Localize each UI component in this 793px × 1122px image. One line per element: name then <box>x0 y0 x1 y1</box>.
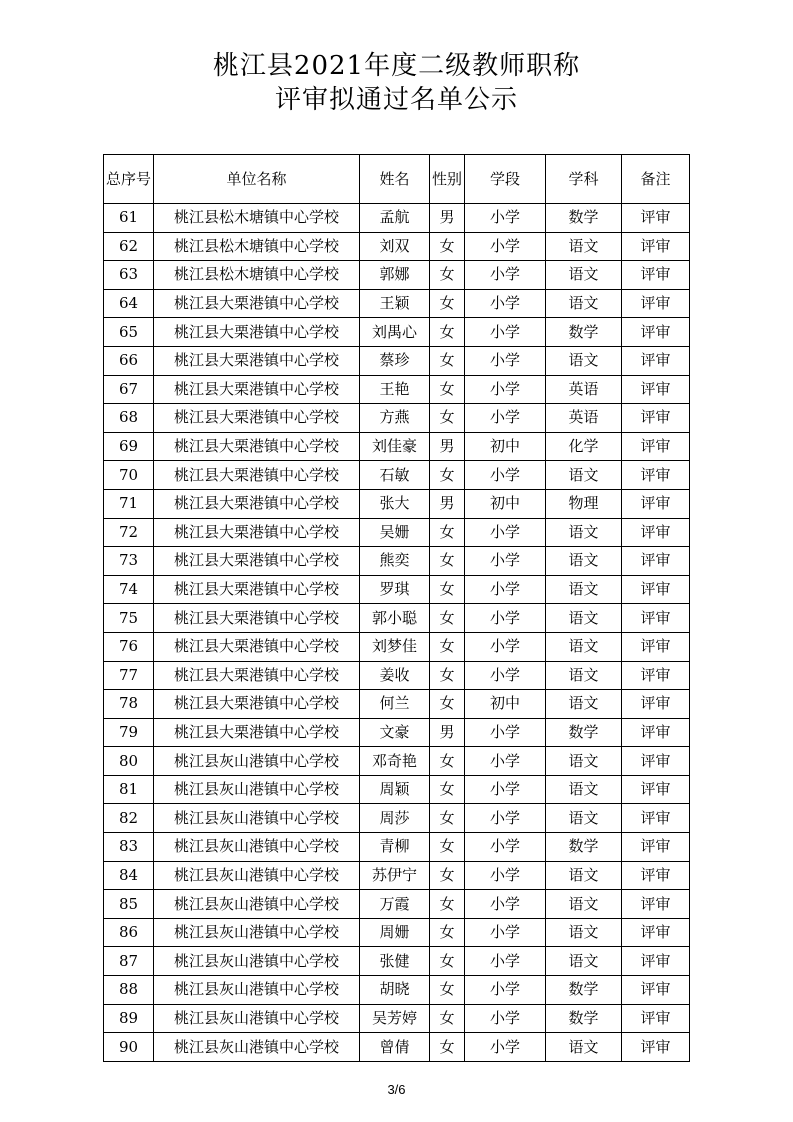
table-row <box>104 575 690 604</box>
cell-subject: 数学 <box>546 976 622 1005</box>
cell-serial-number: 70 <box>104 461 154 490</box>
cell-unit-name: 桃江县灰山港镇中心学校 <box>154 833 360 862</box>
cell-note: 评审 <box>622 1033 690 1062</box>
table-row <box>104 690 690 719</box>
cell-name: 周莎 <box>360 804 430 833</box>
cell-unit-name: 桃江县松木塘镇中心学校 <box>154 261 360 290</box>
cell-subject: 英语 <box>546 375 622 404</box>
cell-sex: 女 <box>430 461 465 490</box>
cell-name: 邓奇艳 <box>360 747 430 776</box>
cell-school-segment: 小学 <box>465 890 546 919</box>
cell-sex: 女 <box>430 518 465 547</box>
cell-note: 评审 <box>622 718 690 747</box>
cell-name: 孟航 <box>360 204 430 233</box>
cell-sex: 女 <box>430 375 465 404</box>
cell-unit-name: 桃江县大栗港镇中心学校 <box>154 318 360 347</box>
cell-unit-name: 桃江县大栗港镇中心学校 <box>154 404 360 433</box>
cell-subject: 语文 <box>546 575 622 604</box>
cell-name: 万霞 <box>360 890 430 919</box>
cell-school-segment: 小学 <box>465 918 546 947</box>
header-note: 备注 <box>622 155 690 204</box>
cell-name: 张大 <box>360 489 430 518</box>
cell-school-segment: 小学 <box>465 1004 546 1033</box>
cell-subject: 语文 <box>546 518 622 547</box>
cell-serial-number: 89 <box>104 1004 154 1033</box>
cell-name: 文豪 <box>360 718 430 747</box>
cell-subject: 语文 <box>546 232 622 261</box>
cell-school-segment: 小学 <box>465 518 546 547</box>
cell-note: 评审 <box>622 289 690 318</box>
cell-note: 评审 <box>622 661 690 690</box>
cell-name: 胡晓 <box>360 976 430 1005</box>
cell-note: 评审 <box>622 375 690 404</box>
cell-unit-name: 桃江县大栗港镇中心学校 <box>154 575 360 604</box>
cell-serial-number: 82 <box>104 804 154 833</box>
cell-school-segment: 初中 <box>465 690 546 719</box>
table-row <box>104 833 690 862</box>
cell-unit-name: 桃江县大栗港镇中心学校 <box>154 632 360 661</box>
cell-name: 王颖 <box>360 289 430 318</box>
cell-serial-number: 84 <box>104 861 154 890</box>
cell-note: 评审 <box>622 318 690 347</box>
table-row <box>104 318 690 347</box>
cell-subject: 语文 <box>546 346 622 375</box>
cell-unit-name: 桃江县灰山港镇中心学校 <box>154 947 360 976</box>
cell-unit-name: 桃江县灰山港镇中心学校 <box>154 775 360 804</box>
cell-sex: 男 <box>430 489 465 518</box>
table-row <box>104 604 690 633</box>
cell-subject: 语文 <box>546 632 622 661</box>
cell-sex: 女 <box>430 575 465 604</box>
cell-note: 评审 <box>622 861 690 890</box>
table-row <box>104 747 690 776</box>
table-row <box>104 461 690 490</box>
cell-note: 评审 <box>622 404 690 433</box>
cell-unit-name: 桃江县灰山港镇中心学校 <box>154 804 360 833</box>
table-row <box>104 518 690 547</box>
cell-serial-number: 62 <box>104 232 154 261</box>
cell-subject: 数学 <box>546 833 622 862</box>
cell-serial-number: 90 <box>104 1033 154 1062</box>
cell-unit-name: 桃江县灰山港镇中心学校 <box>154 976 360 1005</box>
cell-subject: 语文 <box>546 861 622 890</box>
cell-serial-number: 67 <box>104 375 154 404</box>
cell-name: 刘禺心 <box>360 318 430 347</box>
cell-subject: 语文 <box>546 461 622 490</box>
cell-unit-name: 桃江县灰山港镇中心学校 <box>154 747 360 776</box>
cell-note: 评审 <box>622 747 690 776</box>
cell-note: 评审 <box>622 918 690 947</box>
page-number: 3/6 <box>387 1082 406 1097</box>
header-subject: 学科 <box>546 155 622 204</box>
cell-subject: 语文 <box>546 747 622 776</box>
cell-note: 评审 <box>622 833 690 862</box>
cell-name: 刘佳豪 <box>360 432 430 461</box>
cell-school-segment: 小学 <box>465 718 546 747</box>
cell-subject: 数学 <box>546 318 622 347</box>
cell-sex: 女 <box>430 318 465 347</box>
table-row <box>104 661 690 690</box>
cell-name: 郭娜 <box>360 261 430 290</box>
cell-subject: 数学 <box>546 1004 622 1033</box>
cell-serial-number: 78 <box>104 690 154 719</box>
cell-subject: 化学 <box>546 432 622 461</box>
cell-note: 评审 <box>622 890 690 919</box>
document-subtitle: 评审拟通过名单公示 <box>274 85 518 115</box>
cell-subject: 语文 <box>546 690 622 719</box>
cell-subject: 语文 <box>546 661 622 690</box>
cell-sex: 女 <box>430 833 465 862</box>
table-row <box>104 861 690 890</box>
cell-unit-name: 桃江县松木塘镇中心学校 <box>154 204 360 233</box>
cell-subject: 语文 <box>546 918 622 947</box>
cell-note: 评审 <box>622 947 690 976</box>
cell-note: 评审 <box>622 547 690 576</box>
cell-name: 曾倩 <box>360 1033 430 1062</box>
table-row <box>104 375 690 404</box>
cell-subject: 数学 <box>546 718 622 747</box>
cell-unit-name: 桃江县大栗港镇中心学校 <box>154 518 360 547</box>
cell-sex: 男 <box>430 204 465 233</box>
table-row <box>104 918 690 947</box>
cell-name: 刘双 <box>360 232 430 261</box>
table-row <box>104 204 690 233</box>
table-row <box>104 632 690 661</box>
cell-serial-number: 75 <box>104 604 154 633</box>
cell-serial-number: 88 <box>104 976 154 1005</box>
header-school-segment: 学段 <box>465 155 546 204</box>
cell-subject: 语文 <box>546 775 622 804</box>
cell-sex: 女 <box>430 346 465 375</box>
cell-sex: 女 <box>430 747 465 776</box>
cell-note: 评审 <box>622 804 690 833</box>
cell-note: 评审 <box>622 1004 690 1033</box>
cell-school-segment: 小学 <box>465 861 546 890</box>
cell-serial-number: 85 <box>104 890 154 919</box>
header-serial-number: 总序号 <box>104 155 154 204</box>
cell-serial-number: 65 <box>104 318 154 347</box>
table-row <box>104 718 690 747</box>
cell-unit-name: 桃江县大栗港镇中心学校 <box>154 718 360 747</box>
cell-serial-number: 63 <box>104 261 154 290</box>
cell-sex: 女 <box>430 1033 465 1062</box>
table-row <box>104 232 690 261</box>
cell-school-segment: 小学 <box>465 261 546 290</box>
cell-school-segment: 初中 <box>465 432 546 461</box>
cell-serial-number: 69 <box>104 432 154 461</box>
cell-school-segment: 小学 <box>465 461 546 490</box>
cell-note: 评审 <box>622 518 690 547</box>
cell-subject: 语文 <box>546 804 622 833</box>
cell-sex: 男 <box>430 432 465 461</box>
cell-school-segment: 小学 <box>465 804 546 833</box>
table-row <box>104 404 690 433</box>
cell-subject: 物理 <box>546 489 622 518</box>
cell-unit-name: 桃江县大栗港镇中心学校 <box>154 690 360 719</box>
cell-sex: 男 <box>430 718 465 747</box>
cell-unit-name: 桃江县灰山港镇中心学校 <box>154 1033 360 1062</box>
cell-unit-name: 桃江县大栗港镇中心学校 <box>154 375 360 404</box>
cell-subject: 语文 <box>546 947 622 976</box>
cell-school-segment: 小学 <box>465 947 546 976</box>
cell-unit-name: 桃江县灰山港镇中心学校 <box>154 861 360 890</box>
cell-serial-number: 64 <box>104 289 154 318</box>
cell-serial-number: 76 <box>104 632 154 661</box>
cell-note: 评审 <box>622 632 690 661</box>
cell-name: 周姗 <box>360 918 430 947</box>
cell-serial-number: 68 <box>104 404 154 433</box>
cell-name: 苏伊宁 <box>360 861 430 890</box>
cell-name: 吴姗 <box>360 518 430 547</box>
table-row <box>104 775 690 804</box>
table-row <box>104 804 690 833</box>
cell-note: 评审 <box>622 204 690 233</box>
cell-serial-number: 79 <box>104 718 154 747</box>
cell-name: 王艳 <box>360 375 430 404</box>
cell-serial-number: 66 <box>104 346 154 375</box>
table-row <box>104 890 690 919</box>
cell-school-segment: 小学 <box>465 604 546 633</box>
cell-name: 石敏 <box>360 461 430 490</box>
cell-serial-number: 74 <box>104 575 154 604</box>
cell-school-segment: 小学 <box>465 747 546 776</box>
cell-school-segment: 小学 <box>465 289 546 318</box>
cell-subject: 数学 <box>546 204 622 233</box>
cell-sex: 女 <box>430 804 465 833</box>
cell-sex: 女 <box>430 547 465 576</box>
cell-school-segment: 小学 <box>465 575 546 604</box>
table-row <box>104 1004 690 1033</box>
cell-sex: 女 <box>430 890 465 919</box>
cell-name: 方燕 <box>360 404 430 433</box>
table-row <box>104 547 690 576</box>
cell-sex: 女 <box>430 1004 465 1033</box>
cell-school-segment: 小学 <box>465 661 546 690</box>
cell-subject: 语文 <box>546 1033 622 1062</box>
cell-serial-number: 73 <box>104 547 154 576</box>
cell-name: 蔡珍 <box>360 346 430 375</box>
cell-note: 评审 <box>622 432 690 461</box>
cell-unit-name: 桃江县大栗港镇中心学校 <box>154 604 360 633</box>
cell-name: 郭小聪 <box>360 604 430 633</box>
cell-subject: 英语 <box>546 404 622 433</box>
cell-school-segment: 小学 <box>465 976 546 1005</box>
cell-sex: 女 <box>430 690 465 719</box>
cell-unit-name: 桃江县大栗港镇中心学校 <box>154 346 360 375</box>
cell-sex: 女 <box>430 604 465 633</box>
cell-note: 评审 <box>622 690 690 719</box>
cell-sex: 女 <box>430 404 465 433</box>
cell-serial-number: 81 <box>104 775 154 804</box>
document-title: 桃江县2021年度二级教师职称 <box>212 51 581 81</box>
cell-unit-name: 桃江县大栗港镇中心学校 <box>154 289 360 318</box>
cell-school-segment: 小学 <box>465 833 546 862</box>
cell-sex: 女 <box>430 261 465 290</box>
cell-name: 吴芳婷 <box>360 1004 430 1033</box>
cell-name: 姜收 <box>360 661 430 690</box>
cell-school-segment: 初中 <box>465 489 546 518</box>
cell-name: 青柳 <box>360 833 430 862</box>
cell-unit-name: 桃江县灰山港镇中心学校 <box>154 890 360 919</box>
cell-school-segment: 小学 <box>465 346 546 375</box>
cell-school-segment: 小学 <box>465 775 546 804</box>
cell-sex: 女 <box>430 632 465 661</box>
cell-school-segment: 小学 <box>465 204 546 233</box>
cell-note: 评审 <box>622 976 690 1005</box>
cell-unit-name: 桃江县大栗港镇中心学校 <box>154 489 360 518</box>
cell-name: 熊奕 <box>360 547 430 576</box>
table-row <box>104 261 690 290</box>
cell-name: 张健 <box>360 947 430 976</box>
table-row <box>104 432 690 461</box>
cell-subject: 语文 <box>546 547 622 576</box>
cell-serial-number: 77 <box>104 661 154 690</box>
cell-serial-number: 72 <box>104 518 154 547</box>
table-row <box>104 947 690 976</box>
cell-school-segment: 小学 <box>465 318 546 347</box>
header-sex: 性别 <box>430 155 465 204</box>
cell-school-segment: 小学 <box>465 375 546 404</box>
cell-serial-number: 83 <box>104 833 154 862</box>
cell-subject: 语文 <box>546 604 622 633</box>
cell-serial-number: 86 <box>104 918 154 947</box>
cell-unit-name: 桃江县大栗港镇中心学校 <box>154 661 360 690</box>
header-unit-name: 单位名称 <box>154 155 360 204</box>
cell-serial-number: 61 <box>104 204 154 233</box>
cell-school-segment: 小学 <box>465 1033 546 1062</box>
cell-subject: 语文 <box>546 890 622 919</box>
cell-sex: 女 <box>430 775 465 804</box>
cell-sex: 女 <box>430 976 465 1005</box>
cell-sex: 女 <box>430 661 465 690</box>
cell-unit-name: 桃江县大栗港镇中心学校 <box>154 432 360 461</box>
table-row <box>104 489 690 518</box>
cell-serial-number: 71 <box>104 489 154 518</box>
cell-note: 评审 <box>622 604 690 633</box>
cell-note: 评审 <box>622 461 690 490</box>
cell-unit-name: 桃江县大栗港镇中心学校 <box>154 547 360 576</box>
table-row <box>104 289 690 318</box>
cell-note: 评审 <box>622 489 690 518</box>
cell-note: 评审 <box>622 575 690 604</box>
table-row <box>104 346 690 375</box>
cell-sex: 女 <box>430 289 465 318</box>
table-row <box>104 976 690 1005</box>
cell-name: 何兰 <box>360 690 430 719</box>
cell-serial-number: 87 <box>104 947 154 976</box>
cell-subject: 语文 <box>546 289 622 318</box>
cell-school-segment: 小学 <box>465 632 546 661</box>
cell-name: 周颖 <box>360 775 430 804</box>
teacher-roster-table <box>103 154 690 1062</box>
cell-note: 评审 <box>622 261 690 290</box>
table-row <box>104 1033 690 1062</box>
cell-unit-name: 桃江县大栗港镇中心学校 <box>154 461 360 490</box>
cell-sex: 女 <box>430 861 465 890</box>
table-header-row <box>104 155 690 204</box>
table-body <box>104 204 690 1062</box>
cell-school-segment: 小学 <box>465 547 546 576</box>
cell-note: 评审 <box>622 346 690 375</box>
cell-name: 罗琪 <box>360 575 430 604</box>
cell-unit-name: 桃江县灰山港镇中心学校 <box>154 918 360 947</box>
cell-note: 评审 <box>622 775 690 804</box>
header-name: 姓名 <box>360 155 430 204</box>
cell-note: 评审 <box>622 232 690 261</box>
cell-subject: 语文 <box>546 261 622 290</box>
cell-unit-name: 桃江县灰山港镇中心学校 <box>154 1004 360 1033</box>
cell-sex: 女 <box>430 918 465 947</box>
cell-school-segment: 小学 <box>465 404 546 433</box>
cell-school-segment: 小学 <box>465 232 546 261</box>
cell-name: 刘梦佳 <box>360 632 430 661</box>
cell-serial-number: 80 <box>104 747 154 776</box>
cell-sex: 女 <box>430 947 465 976</box>
cell-unit-name: 桃江县松木塘镇中心学校 <box>154 232 360 261</box>
cell-sex: 女 <box>430 232 465 261</box>
